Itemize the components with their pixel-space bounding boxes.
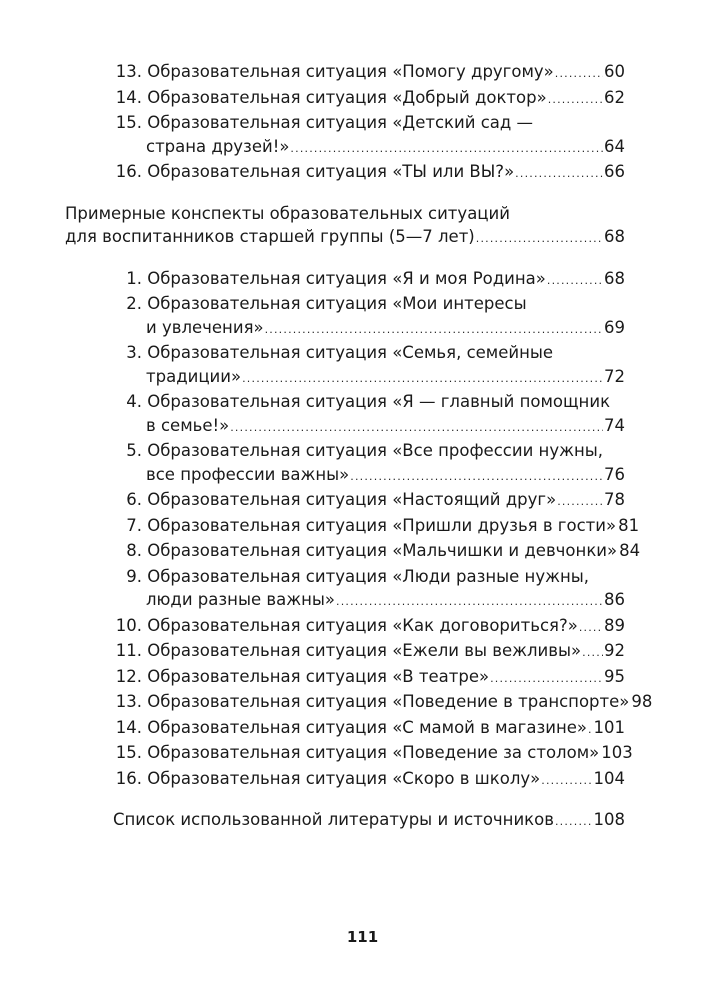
toc-page-number: 84 — [619, 541, 641, 560]
toc-entry-line — [110, 767, 625, 793]
toc-entry-title: для воспитанников старшей группы (5—7 лет) — [65, 227, 475, 246]
leader-dots — [515, 162, 603, 186]
toc-entry-number: 8. — [126, 541, 142, 560]
leader-dots — [547, 269, 603, 293]
toc-entry — [0, 614, 725, 640]
toc-entry-title: Образовательная ситуация «В театре» — [147, 666, 490, 686]
leader-dots — [541, 769, 592, 793]
toc-entry-title: Образовательная ситуация «Все профессии нужны, — [147, 441, 604, 460]
toc-entry-line — [110, 565, 625, 589]
toc-entry-line — [110, 614, 625, 640]
toc-entry-number: 5. — [126, 441, 142, 460]
toc-entry-number: 13. — [115, 62, 142, 81]
toc-entry-title: страна друзей!» — [146, 136, 290, 156]
leader-dots — [290, 137, 603, 161]
toc-page-number: 104 — [593, 768, 625, 788]
toc-literature — [0, 808, 725, 834]
leader-dots — [555, 810, 593, 834]
toc-entry-line — [110, 60, 625, 86]
toc-page-number: 74 — [604, 415, 625, 435]
toc-page-number: 101 — [593, 717, 625, 737]
toc-entry-title: Образовательная ситуация «Помогу другому» — [147, 62, 554, 81]
toc-entry — [0, 690, 725, 716]
toc-entry-title: Образовательная ситуация «Мальчишки и девчонки» — [147, 541, 618, 560]
toc-entry-title: Образовательная ситуация «Добрый доктор» — [147, 87, 547, 107]
toc-page-number: 69 — [604, 317, 625, 337]
toc-entry-line — [146, 365, 625, 391]
toc-entry-title: Образовательная ситуация «Настоящий друг» — [147, 490, 557, 509]
toc-entry-title: Образовательная ситуация «Семья, семейные — [147, 343, 554, 362]
toc-entry-number: 14. — [115, 87, 142, 107]
toc-entry-number: 2. — [126, 294, 142, 313]
toc-entry-line — [146, 414, 625, 440]
toc-entry — [0, 565, 725, 614]
toc-entry — [0, 767, 725, 793]
toc-entry-line — [146, 588, 625, 614]
leader-dots — [582, 641, 603, 665]
toc-entry-line — [113, 808, 625, 834]
toc-entry — [0, 639, 725, 665]
toc-entry-line — [110, 690, 653, 716]
toc-entry-number: 7. — [126, 515, 142, 535]
toc-entry-line — [146, 463, 625, 489]
toc-entry-number: 14. — [115, 717, 142, 737]
toc-page-number: 108 — [593, 810, 625, 829]
toc-entry-number: 15. — [115, 743, 142, 762]
toc-entry-number: 16. — [115, 768, 142, 788]
toc-entry — [0, 514, 725, 540]
toc-entry-number: 3. — [126, 343, 142, 362]
toc-page-number: 68 — [604, 227, 625, 246]
toc-entry-title: Образовательная ситуация «Пришли друзья в гости» — [147, 515, 617, 535]
toc-entry-line — [110, 439, 625, 463]
toc-entry — [0, 665, 725, 691]
toc-page-number: 72 — [604, 366, 625, 386]
toc-entry-number: 16. — [115, 162, 142, 181]
toc-entry-title: люди разные важны» — [146, 590, 335, 609]
toc-page-number: 86 — [604, 590, 625, 609]
toc-entry-number: 15. — [115, 113, 142, 132]
toc-entry — [0, 202, 725, 251]
toc-entry-line — [110, 539, 641, 565]
toc-page-number: 89 — [604, 615, 625, 635]
toc-entry-line — [110, 341, 625, 365]
toc-entry — [0, 439, 725, 488]
toc-entry — [0, 341, 725, 390]
toc-entry-title: Образовательная ситуация «Поведение в транспорте» — [147, 692, 630, 711]
toc-entry — [0, 111, 725, 160]
toc-entry-title: Образовательная ситуация «Я и моя Родина» — [147, 268, 546, 288]
toc-entry — [0, 741, 725, 767]
toc-entry — [0, 86, 725, 112]
toc-entry-line — [110, 86, 625, 112]
toc-page-number: 81 — [618, 515, 640, 535]
toc-entry-line — [146, 135, 625, 161]
toc-entry — [0, 539, 725, 565]
toc-entry-title: все профессии важны» — [146, 464, 350, 484]
toc-entry-line — [146, 316, 625, 342]
toc-entry-title: Образовательная ситуация «С мамой в магазине» — [147, 717, 587, 737]
toc-entry — [0, 390, 725, 439]
leader-dots — [350, 465, 603, 489]
toc-page-number: 103 — [601, 743, 633, 762]
toc-entry-line — [65, 202, 625, 226]
toc-entry-line — [110, 665, 625, 691]
toc-entry-number: 12. — [115, 666, 142, 686]
toc-page-number: 68 — [604, 268, 625, 288]
leader-dots — [490, 667, 603, 691]
toc-page-number: 60 — [604, 62, 625, 81]
toc-page-number: 92 — [604, 641, 625, 660]
toc-block-junior — [0, 60, 725, 186]
toc-entry-title: Образовательная ситуация «ТЫ или ВЫ?» — [147, 162, 515, 181]
leader-dots — [557, 490, 603, 514]
toc-entry-title: Примерные конспекты образовательных ситуаций — [65, 203, 510, 223]
toc-entry — [0, 60, 725, 86]
toc-page-number: 95 — [604, 666, 625, 686]
toc-entry-title: Образовательная ситуация «Поведение за столом» — [147, 743, 600, 762]
toc-entry-title: и увлечения» — [146, 317, 264, 337]
toc-entry — [0, 808, 725, 834]
toc-entry-title: Список использованной литературы и источников — [113, 810, 554, 829]
leader-dots — [230, 416, 603, 440]
leader-dots — [555, 62, 603, 86]
toc-page-number: 98 — [631, 692, 653, 711]
toc-entry-title: Образовательная ситуация «Я — главный помощник — [147, 392, 611, 411]
toc-entry-title: в семье!» — [146, 415, 230, 435]
leader-dots — [476, 227, 603, 251]
toc-entry — [0, 160, 725, 186]
toc-entry — [0, 267, 725, 293]
leader-dots — [265, 318, 603, 342]
leader-dots — [242, 367, 603, 391]
toc-entry-number: 6. — [126, 490, 142, 509]
toc-entry-title: традиции» — [146, 366, 242, 386]
toc-entry-title: Образовательная ситуация «Скоро в школу» — [147, 768, 541, 788]
toc-entry — [0, 488, 725, 514]
toc-entry — [0, 292, 725, 341]
toc-entry-number: 9. — [126, 566, 142, 586]
toc-section-heading — [0, 202, 725, 251]
leader-dots — [548, 88, 603, 112]
toc-entry-number: 1. — [126, 268, 142, 288]
toc-entry-title: Образовательная ситуация «Люди разные нужны, — [147, 566, 590, 586]
toc-entry-title: Образовательная ситуация «Мои интересы — [147, 294, 527, 313]
leader-dots — [579, 616, 603, 640]
toc-entry-line — [110, 292, 625, 316]
toc-entry-line — [65, 225, 625, 251]
toc-entry-line — [110, 741, 633, 767]
toc-page-number: 78 — [604, 490, 625, 509]
toc-entry-number: 13. — [115, 692, 142, 711]
table-of-contents — [0, 60, 725, 850]
toc-entry-number: 4. — [126, 392, 142, 411]
toc-entry-line — [110, 488, 625, 514]
toc-entry-title: Образовательная ситуация «Детский сад — — [147, 113, 534, 132]
toc-entry-line — [110, 639, 625, 665]
leader-dots — [588, 718, 593, 742]
toc-entry-line — [110, 160, 625, 186]
toc-entry-line — [110, 267, 625, 293]
toc-page-number: 62 — [604, 87, 625, 107]
toc-entry-number: 10. — [115, 615, 142, 635]
toc-entry-line — [110, 390, 625, 414]
leader-dots — [336, 590, 603, 614]
toc-entry-title: Образовательная ситуация «Ежели вы вежливы» — [147, 641, 582, 660]
toc-entry-number: 11. — [115, 641, 142, 660]
toc-entry-line — [110, 514, 640, 540]
toc-entry-line — [110, 111, 625, 135]
toc-entry — [0, 716, 725, 742]
toc-entry-title: Образовательная ситуация «Как договориться?» — [147, 615, 578, 635]
toc-page-number: 66 — [604, 162, 625, 181]
page-number: 111 — [346, 928, 379, 946]
toc-entry-line — [110, 716, 625, 742]
toc-block-senior — [0, 267, 725, 793]
toc-page-number: 64 — [604, 136, 625, 156]
toc-page-number: 76 — [604, 464, 625, 484]
